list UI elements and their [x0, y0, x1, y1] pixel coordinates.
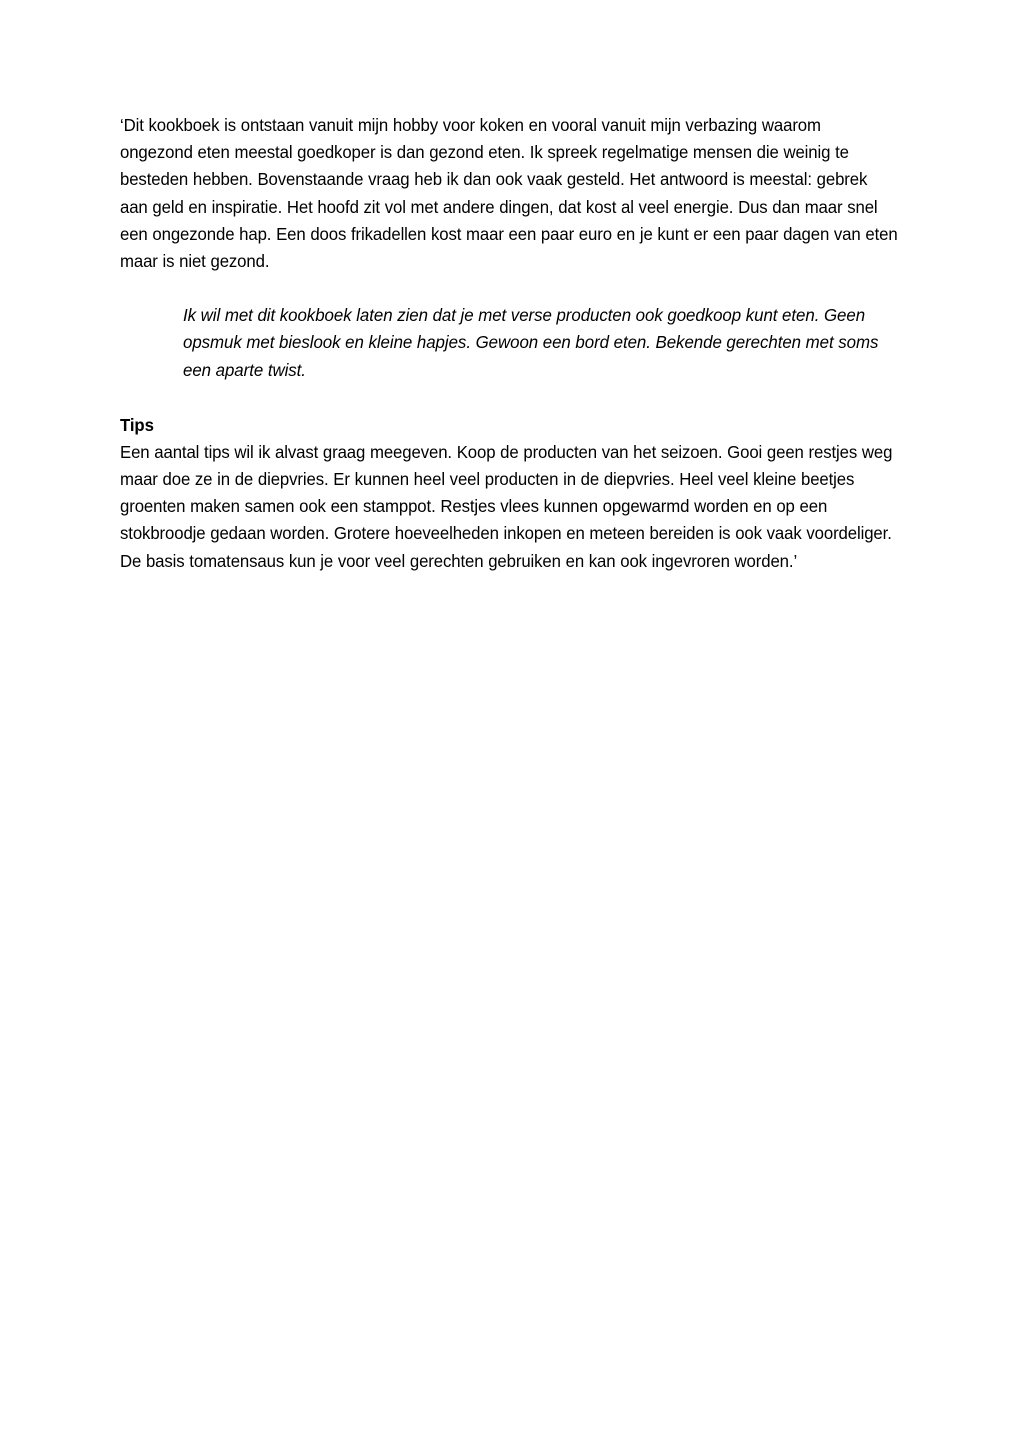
tips-section: [120, 413, 898, 575]
intro-paragraph: ‘Dit kookboek is ontstaan vanuit mijn hobby voor koken en vooral vanuit mijn verbazing waarom ongezond eten meestal goedkoper is dan gezond eten. Ik spreek regelmatige mensen die weinig te besteden hebben. Bovenstaande vraag heb ik dan ook vaak gesteld. Het antwoord is meestal: gebrek aan geld en inspiratie. Het hoofd zit vol met andere dingen, dat kost al veel energie. Dus dan maar snel een ongezonde hap. Een doos frikadellen kost maar een paar euro en je kunt er een paar dagen van eten maar is niet gezond.: [120, 115, 898, 272]
document-text-body: [120, 112, 898, 575]
tips-paragraph: Een aantal tips wil ik alvast graag meegeven. Koop de producten van het seizoen. Gooi geen restjes weg maar doe ze in de diepvries. Er kunnen heel veel producten in de diepvries. Heel veel kleine beetjes groenten maken samen ook een stamppot. Restjes vlees kunnen opgewarmd worden en op een stokbroodje gedaan worden. Grotere hoeveelheden inkopen en meteen bereiden is ook vaak voordeliger. De basis tomatensaus kun je voor veel gerechten gebruiken en kan ook ingevroren worden.’: [120, 441, 893, 571]
pull-quote-block: [183, 302, 898, 384]
tips-heading: Tips: [120, 414, 154, 435]
pull-quote-paragraph: Ik wil met dit kookboek laten zien dat je met verse producten ook goedkoop kunt eten. Geen opsmuk met bieslook en kleine hapjes. Gewoon een bord eten. Bekende gerechten met soms een aparte twist.: [183, 305, 879, 380]
